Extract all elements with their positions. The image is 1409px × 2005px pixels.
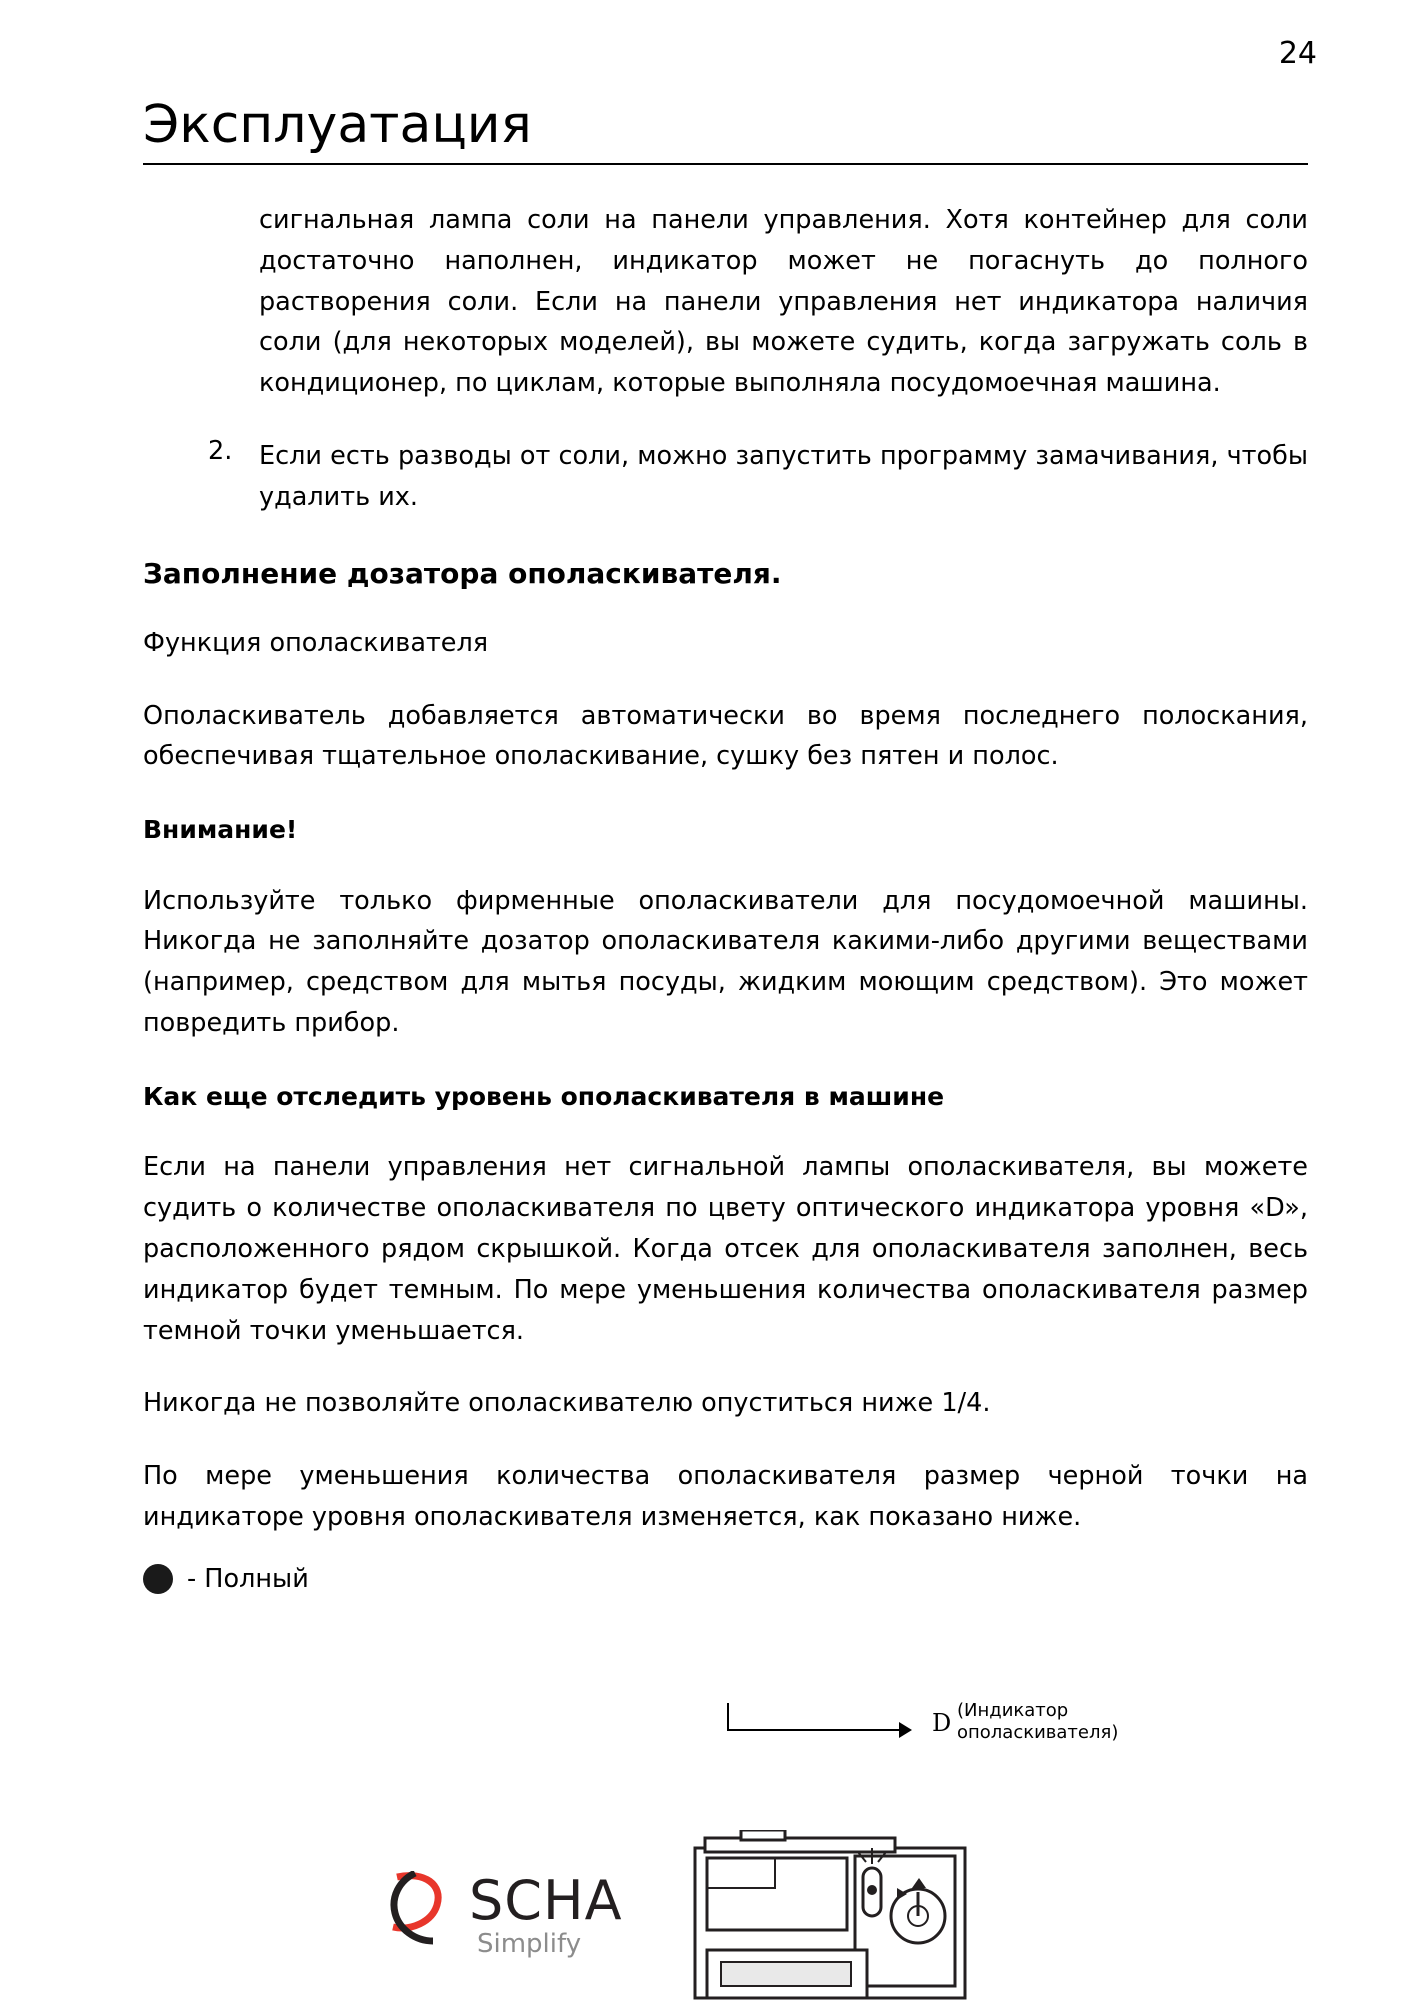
logo-swoosh-icon <box>385 1871 451 1945</box>
logo-wordmark: SCHA <box>469 1869 623 1932</box>
paragraph-salt-indicator: сигнальная лампа соли на панели управления. Хотя контейнер для соли достаточно наполнен, индикатор может не погаснуть до полного растворения соли. Если на панели управления нет индикатора наличия соли (для некоторых моделей), вы можете судить, когда загружать соль в кондиционер, по циклам, которые выполняла посудомоечная машина. <box>259 205 1308 399</box>
dishwasher-door-diagram <box>545 1830 985 2005</box>
callout-arrow-horizontal <box>727 1729 903 1731</box>
list-item-2 <box>208 435 1308 518</box>
warning-heading: Внимание! <box>143 815 298 845</box>
callout-arrow <box>727 1703 913 1731</box>
paragraph-dot-size: По мере уменьшения количества ополаскивателя размер черной точки на индикаторе уровня ополаскивателя изменяется, как показано ниже. <box>143 1461 1308 1532</box>
page-title: Эксплуатация <box>143 95 532 155</box>
page-number: 24 <box>1278 36 1317 71</box>
paragraph-never-below-quarter: Никогда не позволяйте ополаскивателю опуститься ниже 1/4. <box>143 1388 991 1419</box>
paragraph-warning-body: Используйте только фирменные ополаскиватели для посудомоечной машины. Никогда не заполняйте дозатор ополаскивателя какими-либо другими веществами (например, средством для мытья посуды, жидким моющим средством). Это может повредить прибор. <box>143 885 1308 1039</box>
filled-circle-icon <box>143 1564 173 1594</box>
paragraph-optical-indicator: Если на панели управления нет сигнальной лампы ополаскивателя, вы можете судить о количестве ополаскивателя по цвету оптического индикатора уровня «D», расположенного рядом скрышкой. Когда отсек для ополаскивателя заполнен, весь индикатор будет темным. По мере уменьшения количества ополаскивателя размер темной точки уменьшается. <box>143 1152 1308 1346</box>
legend-full-label: - Полный <box>187 1563 309 1594</box>
list-item-text: Если есть разводы от соли, можно запустить программу замачивания, чтобы удалить их. <box>259 440 1308 512</box>
figure-dispenser <box>143 1700 1308 2000</box>
page-content <box>143 200 1308 1594</box>
callout-arrow-head-icon <box>899 1722 912 1738</box>
paragraph-rinse-function: Функция ополаскивателя <box>143 627 489 658</box>
callout-text: (Индикатор ополаскивателя) <box>957 1700 1119 1743</box>
callout-letter-d: D <box>932 1709 952 1737</box>
callout-arrow-vertical <box>727 1703 729 1731</box>
legend-full-level <box>143 1564 1308 1594</box>
paragraph-rinse-auto: Ополаскиватель добавляется автоматически во время последнего полоскания, обеспечивая тщательное ополаскивание, сушку без пятен и полос. <box>143 700 1308 772</box>
subheading-track-level: Как еще отследить уровень ополаскивателя в машине <box>143 1081 945 1111</box>
section-heading-rinse-aid: Заполнение дозатора ополаскивателя. <box>143 556 782 590</box>
title-divider <box>143 163 1308 165</box>
list-item-number: 2. <box>208 435 233 466</box>
logo-tagline: Simplify <box>477 1929 582 1959</box>
